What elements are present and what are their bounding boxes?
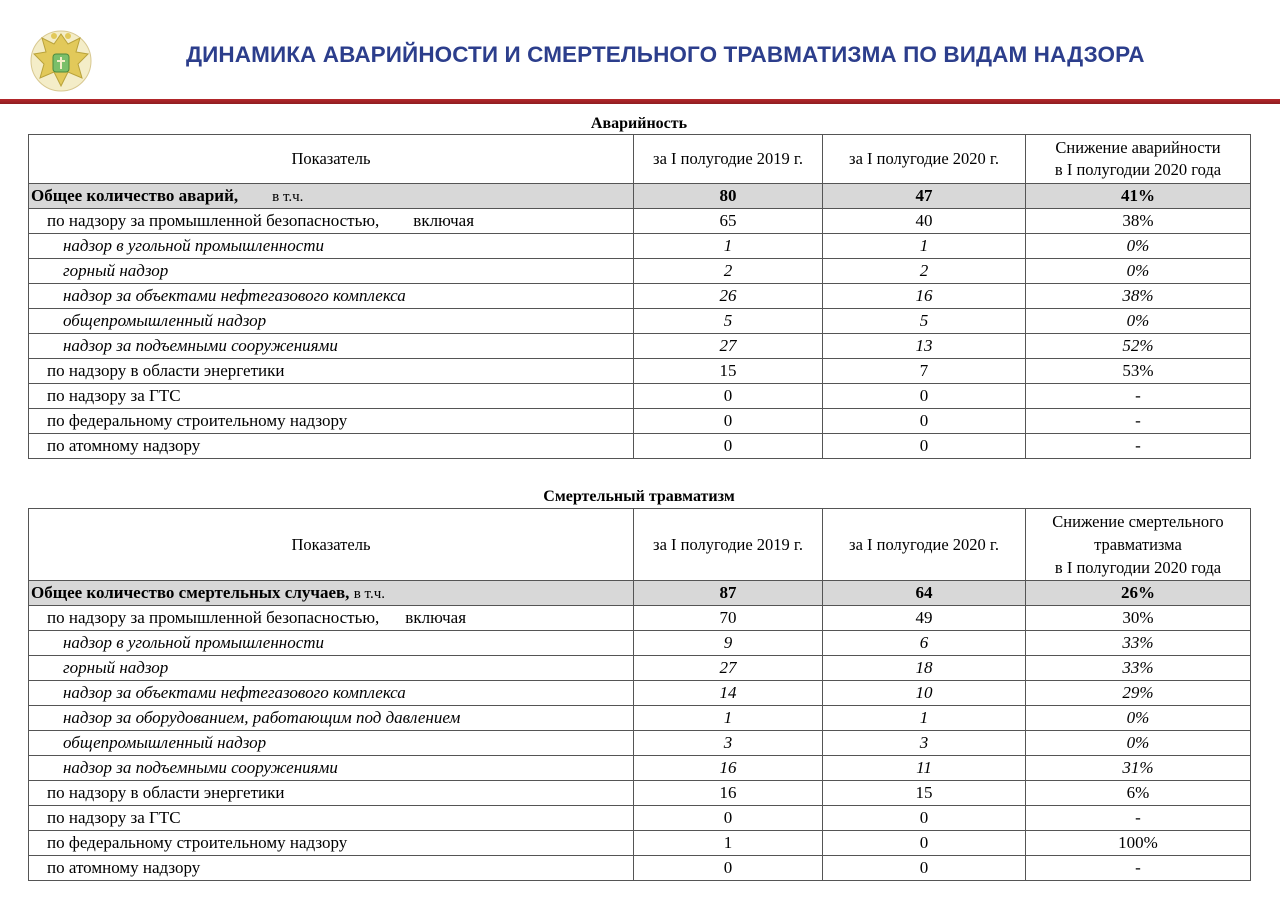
table-row: [29, 434, 1251, 459]
table-row: [29, 681, 1251, 706]
reduction-header-line: Снижение смертельного: [1052, 512, 1224, 531]
reduction-header-line: травматизма: [1094, 535, 1182, 554]
reduction-header-line: Снижение аварийности: [1055, 138, 1221, 157]
value-2019: 16: [634, 756, 823, 781]
table-row: [29, 656, 1251, 681]
row-label: надзор за объектами нефтегазового комплекса: [29, 284, 634, 309]
fatalities-table: [28, 508, 1251, 881]
reduction-header-line: в I полугодии 2020 года: [1054, 160, 1222, 179]
value-2020: 0: [823, 384, 1026, 409]
table-row: [29, 284, 1251, 309]
total-row: [29, 581, 1251, 606]
accidents-table: [28, 134, 1251, 459]
column-header-indicator: Показатель: [29, 135, 634, 184]
reduction-value: -: [1026, 434, 1251, 459]
column-header-reduction: [1026, 135, 1251, 184]
value-2020: 18: [823, 656, 1026, 681]
double-headed-eagle-emblem-icon: [24, 24, 98, 98]
reduction-value: -: [1026, 806, 1251, 831]
table-row: [29, 756, 1251, 781]
row-label: по надзору в области энергетики: [29, 781, 634, 806]
reduction-value: 33%: [1026, 631, 1251, 656]
value-2020: 3: [823, 731, 1026, 756]
value-2019: 1: [634, 706, 823, 731]
column-header-2019: за I полугодие 2019 г.: [634, 509, 823, 581]
value-2020: 2: [823, 259, 1026, 284]
row-label: общепромышленный надзор: [29, 309, 634, 334]
value-2019: 14: [634, 681, 823, 706]
table-row: [29, 409, 1251, 434]
value-2019: 87: [634, 581, 823, 606]
value-2020: 40: [823, 209, 1026, 234]
reduction-value: 31%: [1026, 756, 1251, 781]
column-header-2020: за I полугодие 2020 г.: [823, 135, 1026, 184]
row-label: по атомному надзору: [29, 856, 634, 881]
fatalities-section-title: Смертельный травматизм: [543, 488, 735, 505]
value-2019: 1: [634, 831, 823, 856]
value-2019: 3: [634, 731, 823, 756]
reduction-value: 0%: [1026, 234, 1251, 259]
reduction-value: 38%: [1026, 284, 1251, 309]
value-2019: 15: [634, 359, 823, 384]
reduction-value: 0%: [1026, 706, 1251, 731]
reduction-value: 26%: [1026, 581, 1251, 606]
row-label: [29, 606, 634, 631]
row-label: [29, 581, 634, 606]
row-label: по атомному надзору: [29, 434, 634, 459]
value-2020: 0: [823, 831, 1026, 856]
reduction-value: 29%: [1026, 681, 1251, 706]
row-note: включая: [405, 608, 467, 627]
row-label: общепромышленный надзор: [29, 731, 634, 756]
value-2019: 0: [634, 409, 823, 434]
row-label: по федеральному строительному надзору: [29, 831, 634, 856]
table-row: [29, 706, 1251, 731]
value-2020: 10: [823, 681, 1026, 706]
reduction-value: 0%: [1026, 731, 1251, 756]
column-header-reduction: [1026, 509, 1251, 581]
value-2020: 15: [823, 781, 1026, 806]
row-label-text: по надзору за промышленной безопасностью,: [47, 608, 380, 627]
value-2020: 49: [823, 606, 1026, 631]
value-2020: 7: [823, 359, 1026, 384]
value-2019: 5: [634, 309, 823, 334]
reduction-header-line: в I полугодии 2020 года: [1054, 558, 1222, 577]
row-label: по надзору за ГТС: [29, 806, 634, 831]
reduction-value: 52%: [1026, 334, 1251, 359]
row-label: надзор за объектами нефтегазового комплекса: [29, 681, 634, 706]
row-label-text: по надзору за промышленной безопасностью,: [47, 211, 380, 230]
value-2019: 70: [634, 606, 823, 631]
column-header-2019: за I полугодие 2019 г.: [634, 135, 823, 184]
page-title: ДИНАМИКА АВАРИЙНОСТИ И СМЕРТЕЛЬНОГО ТРАВМАТИЗМА ПО ВИДАМ НАДЗОРА: [186, 42, 1145, 67]
column-header-indicator: Показатель: [29, 509, 634, 581]
reduction-value: 6%: [1026, 781, 1251, 806]
value-2020: 1: [823, 234, 1026, 259]
row-label: по надзору в области энергетики: [29, 359, 634, 384]
row-label: надзор за подъемными сооружениями: [29, 334, 634, 359]
table-row: [29, 856, 1251, 881]
reduction-value: 30%: [1026, 606, 1251, 631]
value-2019: 16: [634, 781, 823, 806]
reduction-value: -: [1026, 409, 1251, 434]
accidents-header-row: [29, 135, 1251, 184]
table-row: [29, 334, 1251, 359]
value-2020: 1: [823, 706, 1026, 731]
table-row: [29, 309, 1251, 334]
table-row: [29, 259, 1251, 284]
value-2019: 65: [634, 209, 823, 234]
accidents-section-title: Аварийность: [590, 115, 688, 132]
reduction-value: 38%: [1026, 209, 1251, 234]
fatalities-header-row: [29, 509, 1251, 581]
total-label: Общее количество аварий,: [31, 185, 239, 205]
value-2020: 5: [823, 309, 1026, 334]
table-row: [29, 359, 1251, 384]
row-label: надзор за подъемными сооружениями: [29, 756, 634, 781]
reduction-value: 41%: [1026, 184, 1251, 209]
value-2020: 0: [823, 409, 1026, 434]
value-2019: 26: [634, 284, 823, 309]
table-row: [29, 384, 1251, 409]
table-row: [29, 234, 1251, 259]
row-label: горный надзор: [29, 656, 634, 681]
reduction-value: 0%: [1026, 309, 1251, 334]
reduction-value: 33%: [1026, 656, 1251, 681]
value-2020: 0: [823, 434, 1026, 459]
value-2019: 0: [634, 806, 823, 831]
table-row: [29, 831, 1251, 856]
reduction-value: 100%: [1026, 831, 1251, 856]
row-label: [29, 184, 634, 209]
value-2019: 80: [634, 184, 823, 209]
reduction-value: 0%: [1026, 259, 1251, 284]
row-note: включая: [413, 211, 475, 230]
total-row: [29, 184, 1251, 209]
value-2019: 27: [634, 334, 823, 359]
row-label: надзор за оборудованием, работающим под давлением: [29, 706, 634, 731]
row-label: по федеральному строительному надзору: [29, 409, 634, 434]
row-label: по надзору за ГТС: [29, 384, 634, 409]
table-row: [29, 209, 1251, 234]
value-2020: 0: [823, 856, 1026, 881]
value-2020: 11: [823, 756, 1026, 781]
page-header: [0, 0, 1280, 104]
total-note: в т.ч.: [353, 585, 385, 602]
column-header-2020: за I полугодие 2020 г.: [823, 509, 1026, 581]
reduction-value: -: [1026, 856, 1251, 881]
header-divider: [0, 99, 1280, 104]
table-row: [29, 606, 1251, 631]
table-row: [29, 781, 1251, 806]
value-2019: 1: [634, 234, 823, 259]
total-note: в т.ч.: [272, 188, 304, 205]
value-2020: 47: [823, 184, 1026, 209]
reduction-value: 53%: [1026, 359, 1251, 384]
reduction-value: -: [1026, 384, 1251, 409]
value-2019: 2: [634, 259, 823, 284]
value-2019: 0: [634, 856, 823, 881]
row-label: надзор в угольной промышленности: [29, 631, 634, 656]
value-2020: 6: [823, 631, 1026, 656]
table-row: [29, 806, 1251, 831]
table-row: [29, 731, 1251, 756]
value-2020: 13: [823, 334, 1026, 359]
table-row: [29, 631, 1251, 656]
value-2020: 64: [823, 581, 1026, 606]
row-label: надзор в угольной промышленности: [29, 234, 634, 259]
value-2019: 0: [634, 434, 823, 459]
value-2019: 9: [634, 631, 823, 656]
value-2020: 0: [823, 806, 1026, 831]
value-2019: 27: [634, 656, 823, 681]
row-label: [29, 209, 634, 234]
value-2020: 16: [823, 284, 1026, 309]
total-label: Общее количество смертельных случаев,: [31, 582, 350, 602]
value-2019: 0: [634, 384, 823, 409]
row-label: горный надзор: [29, 259, 634, 284]
